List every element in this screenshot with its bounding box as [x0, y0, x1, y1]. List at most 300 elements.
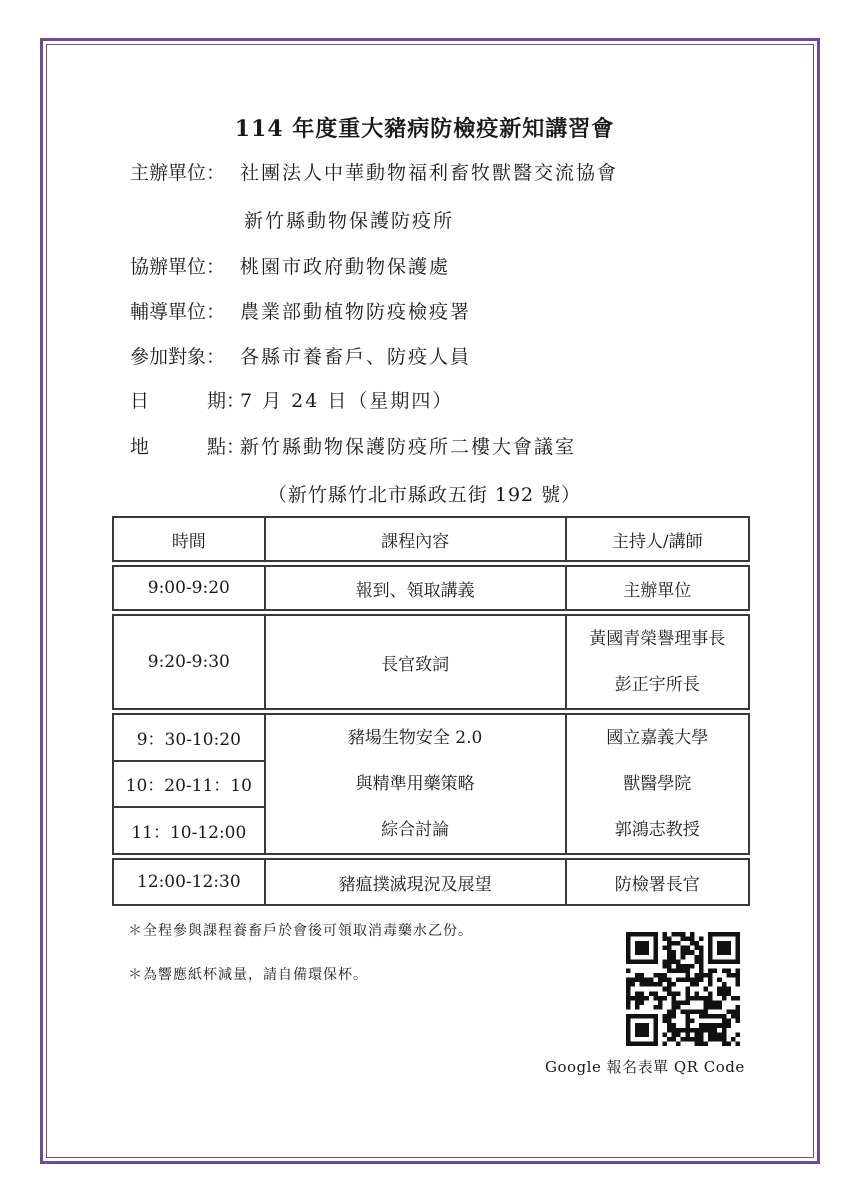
qr-module: [685, 937, 690, 942]
qr-module: [676, 1005, 681, 1010]
qr-module: [626, 968, 631, 973]
qr-module: [672, 982, 677, 987]
qr-module: [713, 1032, 718, 1037]
qr-module: [662, 1019, 667, 1024]
qr-module: [722, 996, 727, 1001]
qr-module: [735, 1019, 740, 1024]
qr-module: [717, 1037, 722, 1042]
header-content: 課程內容: [265, 517, 566, 561]
qr-module: [635, 973, 640, 978]
schedule-table: [112, 516, 750, 906]
qr-module: [676, 964, 681, 969]
header-host: 主持人/講師: [566, 517, 749, 561]
qr-module: [731, 1037, 736, 1042]
qr-module: [662, 937, 667, 942]
qr-module: [699, 968, 704, 973]
content-cell: 豬瘟撲滅現況及展望: [265, 859, 566, 905]
qr-module: [662, 932, 667, 937]
qr-module: [672, 1028, 677, 1033]
table-row: [113, 615, 749, 709]
qr-module: [676, 1032, 681, 1037]
qr-module: [658, 996, 663, 1001]
qr-module: [690, 978, 695, 983]
time-cell: 10：20-11：10: [113, 761, 265, 808]
qr-module: [685, 1037, 690, 1042]
qr-module: [667, 1028, 672, 1033]
qr-module: [667, 1019, 672, 1024]
qr-module: [667, 941, 672, 946]
time-cell: 9:00-9:20: [113, 566, 265, 610]
qr-module: [658, 978, 663, 983]
qr-module: [672, 950, 677, 955]
qr-module: [699, 973, 704, 978]
qr-module: [685, 1010, 690, 1015]
qr-module: [717, 1000, 722, 1005]
qr-module: [662, 1041, 667, 1046]
qr-module: [658, 1000, 663, 1005]
qr-module: [681, 955, 686, 960]
qr-module: [704, 1010, 709, 1015]
qr-module: [708, 1014, 713, 1019]
qr-module: [722, 968, 727, 973]
advisor-line: [130, 297, 471, 324]
qr-module: [681, 1010, 686, 1015]
qr-module: [722, 1028, 727, 1033]
qr-module: [735, 968, 740, 973]
qr-module: [735, 978, 740, 983]
qr-module: [726, 1041, 731, 1046]
table-header-row: [113, 517, 749, 561]
qr-module: [631, 996, 636, 1001]
qr-module: [676, 1000, 681, 1005]
qr-module: [676, 978, 681, 983]
location-line: [130, 432, 576, 459]
qr-module: [690, 1010, 695, 1015]
qr-module: [685, 987, 690, 992]
qr-module: [704, 987, 709, 992]
qr-module: [662, 978, 667, 983]
qr-module: [681, 978, 686, 983]
qr-module: [713, 1014, 718, 1019]
qr-module: [667, 1023, 672, 1028]
qr-module: [694, 1028, 699, 1033]
qr-module: [699, 946, 704, 951]
qr-module: [685, 991, 690, 996]
qr-module: [708, 973, 713, 978]
qr-module: [644, 978, 649, 983]
co-organizer-value: 桃園市政府動物保護處: [240, 256, 451, 278]
qr-module: [708, 978, 713, 983]
qr-module: [708, 982, 713, 987]
host-line: 獸醫學院: [623, 774, 692, 794]
qr-module: [726, 1023, 731, 1028]
qr-module: [722, 987, 727, 992]
qr-module: [690, 950, 695, 955]
qr-module: [672, 1032, 677, 1037]
qr-module: [653, 973, 658, 978]
qr-module: [708, 1037, 713, 1042]
qr-module: [722, 1019, 727, 1024]
qr-module: [690, 996, 695, 1001]
table-row: [113, 566, 749, 610]
qr-module: [640, 991, 645, 996]
host-cell: 主辦單位: [566, 566, 749, 610]
qr-module: [713, 1000, 718, 1005]
qr-finder-pattern: [635, 1023, 649, 1037]
qr-module: [640, 978, 645, 983]
qr-module: [676, 959, 681, 964]
host-cell: 防檢署長官: [566, 859, 749, 905]
qr-module: [690, 964, 695, 969]
qr-module: [726, 1019, 731, 1024]
qr-module: [704, 1041, 709, 1046]
qr-module: [676, 991, 681, 996]
qr-module: [685, 1032, 690, 1037]
qr-module: [685, 1028, 690, 1033]
qr-module: [699, 1028, 704, 1033]
time-cell: 12:00-12:30: [113, 859, 265, 905]
qr-module: [699, 1041, 704, 1046]
participants-label: 參加對象：: [130, 346, 226, 368]
qr-module: [626, 987, 631, 992]
qr-module: [681, 964, 686, 969]
qr-module: [726, 991, 731, 996]
qr-module: [694, 955, 699, 960]
date-value: 7 月 24 日（星期四）: [240, 390, 454, 412]
qr-module: [694, 982, 699, 987]
qr-module: [717, 978, 722, 983]
qr-module: [649, 978, 654, 983]
qr-module: [722, 1037, 727, 1042]
qr-module: [685, 1023, 690, 1028]
qr-module: [713, 1028, 718, 1033]
qr-module: [708, 991, 713, 996]
qr-module: [681, 946, 686, 951]
qr-module: [635, 1005, 640, 1010]
qr-module: [635, 991, 640, 996]
qr-module: [640, 996, 645, 1001]
qr-module: [713, 968, 718, 973]
organizer-line: [130, 158, 618, 185]
qr-module: [653, 1005, 658, 1010]
content-line: 豬場生物安全 2.0: [347, 728, 483, 748]
qr-module: [667, 964, 672, 969]
qr-module: [722, 991, 727, 996]
qr-module: [694, 1010, 699, 1015]
qr-module: [690, 937, 695, 942]
qr-module: [726, 1010, 731, 1015]
qr-module: [699, 978, 704, 983]
qr-module: [704, 1000, 709, 1005]
table-row: [113, 859, 749, 905]
date-line: [130, 386, 453, 413]
qr-finder-pattern: [635, 941, 649, 955]
qr-module: [708, 968, 713, 973]
qr-module: [644, 982, 649, 987]
qr-module: [676, 932, 681, 937]
qr-module: [640, 982, 645, 987]
qr-module: [662, 1014, 667, 1019]
qr-module: [708, 996, 713, 1001]
qr-module: [681, 937, 686, 942]
qr-module: [685, 996, 690, 1001]
co-organizer-label: 協辦單位：: [130, 256, 226, 278]
qr-module: [690, 1019, 695, 1024]
location-value: 新竹縣動物保護防疫所二樓大會議室: [240, 436, 577, 458]
qr-module: [726, 987, 731, 992]
qr-module: [726, 973, 731, 978]
qr-module: [658, 1005, 663, 1010]
location-address: （新竹縣竹北市縣政五街 192 號）: [267, 484, 582, 506]
content-line: 綜合討論: [381, 820, 450, 840]
qr-module: [667, 950, 672, 955]
qr-module: [635, 996, 640, 1001]
qr-module: [662, 964, 667, 969]
qr-module: [717, 1032, 722, 1037]
qr-module: [667, 946, 672, 951]
qr-module: [735, 1005, 740, 1010]
qr-module: [640, 973, 645, 978]
qr-module: [699, 964, 704, 969]
host-line: 郭鴻志教授: [614, 820, 700, 840]
table-row: [113, 714, 749, 761]
qr-module: [704, 1014, 709, 1019]
qr-module: [681, 932, 686, 937]
qr-module: [667, 968, 672, 973]
qr-module: [635, 978, 640, 983]
qr-module: [694, 959, 699, 964]
qr-module: [662, 987, 667, 992]
qr-module: [722, 982, 727, 987]
qr-module: [653, 991, 658, 996]
qr-module: [685, 973, 690, 978]
qr-module: [653, 982, 658, 987]
qr-module: [635, 1000, 640, 1005]
co-organizer-line: [130, 252, 450, 279]
qr-module: [735, 1032, 740, 1037]
participants-value: 各縣市養畜戶、防疫人員: [240, 346, 472, 368]
qr-module: [667, 955, 672, 960]
qr-module: [644, 996, 649, 1001]
organizer-value-1: 社團法人中華動物福利畜牧獸醫交流協會: [240, 162, 619, 184]
qr-module: [708, 1005, 713, 1010]
qr-module: [676, 1041, 681, 1046]
note-eco-cup: ＊為響應紙杯減量，請自備環保杯。: [128, 967, 368, 983]
qr-module: [704, 973, 709, 978]
qr-module: [699, 959, 704, 964]
qr-module: [694, 978, 699, 983]
qr-module: [694, 1032, 699, 1037]
note-disinfectant: ＊全程參與課程養畜戶於會後可領取消毒藥水乙份。: [128, 923, 473, 939]
qr-module: [667, 1010, 672, 1015]
qr-module: [699, 1010, 704, 1015]
qr-module: [731, 973, 736, 978]
qr-module: [713, 1005, 718, 1010]
qr-module: [662, 1032, 667, 1037]
qr-module: [685, 946, 690, 951]
qr-module: [699, 1014, 704, 1019]
qr-module: [649, 982, 654, 987]
qr-module: [699, 1023, 704, 1028]
qr-module: [676, 1028, 681, 1033]
host-line: 彭正宇所長: [614, 675, 700, 695]
qr-module: [694, 941, 699, 946]
content-cell: 報到、領取講義: [265, 566, 566, 610]
time-cell: 11：10-12:00: [113, 807, 265, 854]
qr-module: [722, 1014, 727, 1019]
location-label: 地 點 ：: [130, 436, 246, 458]
qr-module: [649, 991, 654, 996]
qr-module: [690, 1028, 695, 1033]
advisor-label: 輔導單位：: [130, 301, 226, 323]
qr-module: [681, 950, 686, 955]
qr-module: [708, 1032, 713, 1037]
qr-module: [708, 1028, 713, 1033]
qr-module: [699, 1032, 704, 1037]
qr-module: [690, 1037, 695, 1042]
qr-module: [717, 1023, 722, 1028]
qr-module: [681, 1037, 686, 1042]
qr-module: [722, 1032, 727, 1037]
qr-module: [699, 937, 704, 942]
qr-module: [626, 996, 631, 1001]
qr-module: [731, 996, 736, 1001]
qr-module: [662, 959, 667, 964]
page-title: 114 年度重大豬病防檢疫新知講習會: [234, 116, 615, 142]
qr-module: [685, 964, 690, 969]
qr-module: [672, 1037, 677, 1042]
qr-module: [631, 978, 636, 983]
qr-module: [676, 941, 681, 946]
qr-module: [694, 946, 699, 951]
qr-module: [699, 1037, 704, 1042]
qr-module: [708, 1023, 713, 1028]
qr-module: [672, 955, 677, 960]
qr-module: [735, 973, 740, 978]
qr-module: [699, 955, 704, 960]
qr-module: [653, 996, 658, 1001]
qr-module: [672, 1000, 677, 1005]
host-line: 黃國青榮譽理事長: [589, 629, 726, 649]
qr-module: [626, 982, 631, 987]
qr-module: [735, 982, 740, 987]
qr-module: [667, 1014, 672, 1019]
qr-module: [667, 982, 672, 987]
organizer-value-2: 新竹縣動物保護防疫所: [244, 210, 455, 232]
participants-line: [130, 342, 471, 369]
qr-module: [672, 968, 677, 973]
qr-module: [735, 1041, 740, 1046]
host-cell: [566, 615, 749, 709]
qr-module: [672, 1014, 677, 1019]
organizer-label: 主辦單位：: [130, 162, 226, 184]
qr-module: [672, 959, 677, 964]
qr-module: [704, 996, 709, 1001]
qr-module: [694, 996, 699, 1001]
qr-module: [681, 1028, 686, 1033]
date-label: 日 期 ：: [130, 390, 246, 412]
qr-module: [676, 968, 681, 973]
registration-qr-code[interactable]: [626, 932, 740, 1046]
qr-module: [685, 978, 690, 983]
qr-module: [704, 1005, 709, 1010]
qr-module: [704, 1023, 709, 1028]
qr-module: [667, 937, 672, 942]
qr-module: [626, 991, 631, 996]
qr-module: [685, 1019, 690, 1024]
qr-module: [626, 978, 631, 983]
qr-module: [708, 1000, 713, 1005]
qr-module: [735, 1014, 740, 1019]
qr-module: [694, 1037, 699, 1042]
qr-module: [694, 991, 699, 996]
content-cell: [265, 714, 566, 854]
qr-module: [658, 982, 663, 987]
header-time: 時間: [113, 517, 265, 561]
qr-module: [626, 1005, 631, 1010]
qr-module: [672, 1023, 677, 1028]
qr-module: [699, 950, 704, 955]
qr-module: [713, 1023, 718, 1028]
qr-module: [726, 968, 731, 973]
qr-module: [662, 946, 667, 951]
qr-module: [685, 950, 690, 955]
time-cell: 9：30-10:20: [113, 714, 265, 761]
qr-module: [667, 1037, 672, 1042]
qr-module: [672, 932, 677, 937]
qr-module: [690, 932, 695, 937]
qr-module: [694, 1041, 699, 1046]
qr-module: [667, 991, 672, 996]
qr-module: [626, 1000, 631, 1005]
qr-module: [681, 968, 686, 973]
qr-module: [681, 1000, 686, 1005]
qr-module: [685, 1000, 690, 1005]
qr-module: [672, 941, 677, 946]
qr-module: [640, 1000, 645, 1005]
qr-module: [685, 968, 690, 973]
qr-module: [717, 987, 722, 992]
qr-module: [717, 991, 722, 996]
qr-module: [722, 1041, 727, 1046]
qr-module: [690, 982, 695, 987]
qr-finder-pattern: [717, 941, 731, 955]
qr-module: [735, 996, 740, 1001]
qr-module: [658, 973, 663, 978]
qr-module: [690, 941, 695, 946]
qr-module: [672, 996, 677, 1001]
qr-module: [704, 1028, 709, 1033]
qr-module: [717, 1014, 722, 1019]
host-line: 國立嘉義大學: [606, 728, 709, 748]
qr-module: [667, 978, 672, 983]
qr-module: [713, 1037, 718, 1042]
advisor-value: 農業部動植物防疫檢疫署: [240, 301, 472, 323]
qr-module: [672, 1010, 677, 1015]
qr-module: [717, 1005, 722, 1010]
qr-module: [667, 959, 672, 964]
qr-module: [731, 1014, 736, 1019]
content-cell: 長官致詞: [265, 615, 566, 709]
qr-caption: Google 報名表單 QR Code: [545, 1058, 745, 1076]
qr-module: [672, 991, 677, 996]
qr-module: [667, 987, 672, 992]
qr-module: [731, 1010, 736, 1015]
qr-module: [631, 982, 636, 987]
qr-module: [685, 1014, 690, 1019]
qr-module: [722, 1023, 727, 1028]
qr-module: [662, 996, 667, 1001]
